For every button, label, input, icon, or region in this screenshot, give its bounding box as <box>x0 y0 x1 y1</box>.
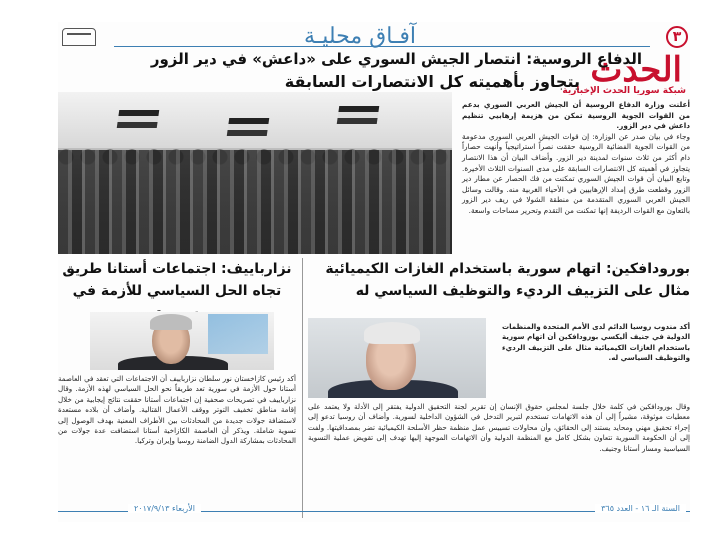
article-left-body: أكد رئيس كازاخستان نور سلطان نزارباييف أن الاجتماعات التي تعقد في العاصمة أستانا حول الأزمة في سورية تعد طريقاً نحو الحل السياسي لهذه الأزمة. وقال نزارباييف في تصريحات صحفية إن اجتماعات أستانا حققت نتائج إيجابية من خلال إقامة مناطق تخفيف التوتر ووقف الأعمال القتالية. وأضاف أن بلاده مستعدة لاستضافة جولات جديدة من المحادثات بين الأطراف المعنية بهدف الوصول إلى تسوية شاملة. ويذكر أن العاصمة الكازاخية أستانا استضافت عدة جولات من المحادثات بمشاركة الدول الضامنة روسيا وإيران وتركيا. <box>58 374 296 446</box>
flag-shape <box>117 110 160 128</box>
article-right-lead-column <box>502 322 690 364</box>
logo-network: شبكة سوريا الحدث الإخبارية <box>562 86 686 96</box>
photo-hair <box>364 322 420 344</box>
logo-brand: الحدث <box>590 50 682 90</box>
newspaper-page <box>58 22 690 522</box>
column-divider <box>302 258 303 518</box>
article-right-headline: بورودافكين: اتهام سورية باستخدام الغازات الكيميائية مثال على التزييف الرديء والتوظيف السياسي له <box>325 261 690 299</box>
photo-hair <box>150 314 192 330</box>
main-article-lead: أعلنت وزارة الدفاع الروسية أن الجيش العربي السوري بدعم من القوات الجوية الروسية تمكن من هزيمة إرهابيي تنظيم داعش في دير الزور. <box>462 100 690 131</box>
main-headline-line2: يتجاوز بأهميته كل الانتصارات السابقة <box>284 72 580 91</box>
issue-number: السنة الـ ١٦ - العدد ٣٦٥ <box>595 504 686 513</box>
page-number: ٣ <box>666 26 688 48</box>
article-right-body: وقال بورودافكين في كلمة خلال جلسة لمجلس حقوق الإنسان إن تقرير لجنة التحقيق الدولية يفتقر إلى الأدلة ولا يعتمد على معطيات موثوقة، مشيراً إلى أن هذه الاتهامات تستخدم لتبرير التدخل في الشؤون الداخلية لسورية. وأضاف أن روسيا تدعو إلى إجراء تحقيق مهني ومحايد يستند إلى الحقائق، وأن محاولات تسييس عمل منظمة حظر الأسلحة الكيميائية تضر بمصداقيتها. ولفت إلى أن الحكومة السورية تتعاون بشكل كامل مع المنظمة الدولية وأن الاتهامات الموجهة إليها تهدف إلى تقويض عملية التسوية السياسية ومسار أستانا وجنيف. <box>308 402 690 453</box>
borodavkin-photo <box>308 318 486 398</box>
page-footer <box>58 504 690 522</box>
article-right-lead: أكد مندوب روسيا الدائم لدى الأمم المتحدة والمنظمات الدولية في جنيف أليكسي بورودافكين أن اتهام سورية باستخدام الغازات الكيميائية مثال على التزييف الرديء والتوظيف السياسي له. <box>502 322 690 363</box>
nazarbayev-photo <box>90 312 274 370</box>
header-rule <box>114 46 650 47</box>
crowd-soldiers <box>58 150 452 254</box>
main-article-body: وجاء في بيان صدر عن الوزارة: إن قوات الجيش العربي السوري مدعومة من القوات الجوية الفضائية الروسية حققت نصراً استراتيجياً وأنهت حصاراً دام أكثر من ثلاث سنوات لمدينة دير الزور. وأضاف البيان أن هذا الانتصار يتجاوز في أهميته كل الانتصارات السابقة على مدى السنوات الثلاث الأخيرة. وتابع البيان أن قوات الجيش السوري تمكنت من فك الحصار عن مطار دير الزور وقطعت طرق إمداد الإرهابيين في الأحياء الغربية منه. وقالت وسائل الجيش العربي السوري المتقدمة من منطقة الشولا في ريف دير الزور بالتعاون مع القوات الرديفة إنها تمكنت من التقدم وتحرير مساحات واسعة. <box>462 131 690 215</box>
flag-shape <box>337 106 380 124</box>
photo-flag <box>208 314 268 354</box>
page-header <box>58 22 690 50</box>
section-title: آفـاق محليـة <box>304 24 416 49</box>
main-headline: الدفاع الروسية: انتصار الجيش السوري على «داعش» في دير الزور <box>150 50 642 68</box>
main-article-text <box>462 100 690 217</box>
article-left-headline: نزارباييف: اجتماعات أستانا طريق تجاه الحل السياسي للأزمة في <box>62 261 292 299</box>
issue-date: الأربعاء ٢٠١٧/٩/١٣ <box>128 504 201 513</box>
army-photo <box>58 92 452 254</box>
flag-shape <box>227 118 270 136</box>
emblem-icon <box>62 28 96 46</box>
